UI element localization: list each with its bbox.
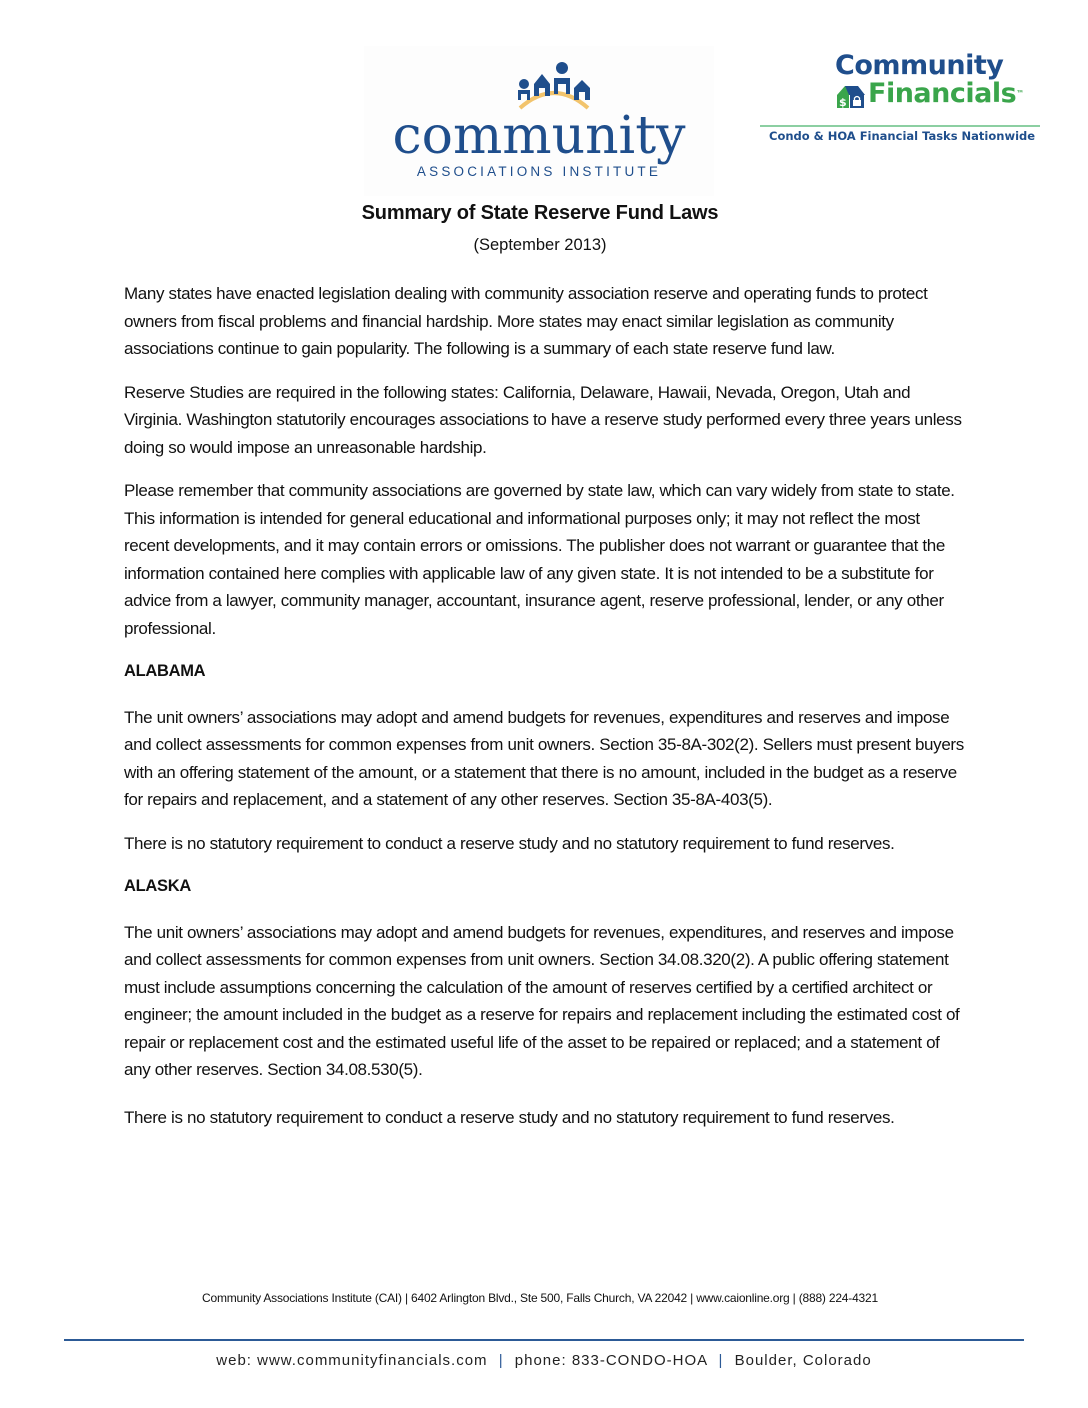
cf-logo-line1: Community (835, 50, 1004, 81)
cf-logo-line2 (868, 78, 1024, 110)
svg-text:$: $ (839, 96, 847, 109)
document-title: Summary of State Reserve Fund Laws (361, 202, 719, 224)
state-heading-alaska: ALASKA (124, 877, 191, 895)
cai-contact-footer: Community Associations Institute (CAI) | 6402 Arlington Blvd., Ste 500, Falls Church, VA 22042 | www.caionline.org | (888) 224-4321 (202, 1291, 878, 1305)
cf-contact-footer (0, 1352, 1088, 1369)
state-heading-alabama: ALABAMA (124, 662, 206, 680)
cai-logo (364, 46, 714, 196)
state-paragraph: The unit owners’ associations may adopt and amend budgets for revenues, expenditures, and reserves and impose and collect assessments for common expenses from unit owners. Section 34.08.320(2). A public offering statement must include assumptions concerning the calculation of the amount of reserves certified by a certified architect or engineer; the amount included in the budget as a reserve for repairs and replacement including the estimated cost of repair or replacement cost and the estimated useful life of the asset to be repaired or replaced; and a statement of any other reserves. Section 34.08.530(5). (124, 922, 960, 1079)
document-date: (September 2013) (473, 236, 607, 254)
footer-divider (64, 1339, 1024, 1341)
separator: | (718, 1352, 724, 1369)
trademark-symbol: ™ (1016, 89, 1024, 98)
intro-paragraph: Many states have enacted legislation dealing with community association reserve and operating funds to protect owners from fiscal problems and financial hardship. More states may enact similar legislation as community associations continue to gain popularity. The following is a summary of each state reserve fund law. (124, 284, 928, 358)
cai-subtitle: ASSOCIATIONS INSTITUTE (416, 164, 662, 179)
cf-phone: phone: 833-CONDO-HOA (514, 1352, 708, 1369)
cf-logo-divider (760, 125, 1040, 127)
intro-paragraph: Reserve Studies are required in the following states: California, Delaware, Hawaii, Nevada, Oregon, Utah and Virginia. Washington statutorily encourages associations to have a reserve study performed every three years unless doing so would impose an unreasonable hardship. (124, 382, 962, 457)
cf-location: Boulder, Colorado (734, 1352, 872, 1369)
cai-wordmark: community (392, 106, 686, 166)
cf-tagline: Condo & HOA Financial Tasks Nationwide (769, 129, 1036, 143)
cf-web: web: www.communityfinancials.com (216, 1352, 488, 1369)
state-paragraph: There is no statutory requirement to conduct a reserve study and no statutory requirement to fund reserves. (124, 833, 895, 853)
state-paragraph: The unit owners’ associations may adopt and amend budgets for revenues, expenditures and reserves and impose and collect assessments for common expenses from unit owners. Section 35-8A-302(2). Sellers must present buyers with an offering statement of the amount, or a statement that there is no amount, included in the budget as a reserve for repairs and replacement, and a statement of any other reserves. Section 35-8A-403(5). (124, 707, 964, 809)
cf-logo-financials: Financials (868, 78, 1017, 109)
house-dollar-lock-icon (836, 83, 866, 109)
community-financials-logo (760, 50, 1050, 150)
state-paragraph: There is no statutory requirement to conduct a reserve study and no statutory requirement to fund reserves. (124, 1107, 895, 1127)
intro-paragraph: Please remember that community associations are governed by state law, which can vary widely from state to state. This information is intended for general educational and informational purposes only; it may not reflect the most recent developments, and it may contain errors or omissions. The publisher does not warrant or guarantee that the information contained here complies with applicable law of any given state. It is not intended to be a substitute for advice from a lawyer, community manager, accountant, insurance agent, reserve professional, lender, or any other professional. (124, 481, 955, 638)
document-body (124, 280, 964, 1147)
separator: | (498, 1352, 504, 1369)
